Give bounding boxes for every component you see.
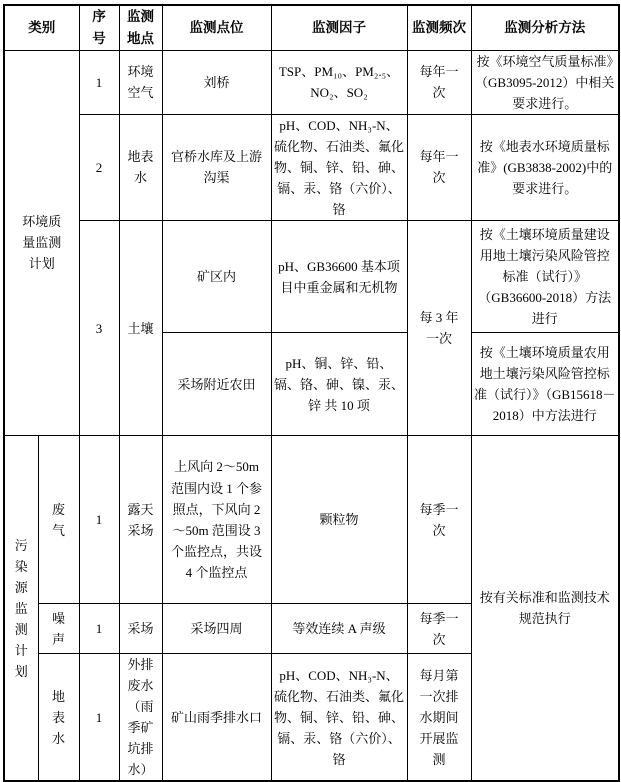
cell-env-air-method: 按《环境空气质量标准》（GB3095-2012）中相关要求进行。 bbox=[471, 50, 619, 114]
cell-env-sw-no: 2 bbox=[79, 114, 119, 220]
col-header-frequency-label: 监测频次 bbox=[412, 19, 466, 35]
cell-env-sw-factor: pH、COD、NH₃-N、硫化物、石油类、氟化物、铜、锌、铅、砷、镉、汞、铬（六价）、铬 bbox=[271, 114, 407, 220]
cell-gas-point: 上风向 2～50m 范围内设 1 个参照点，下风向 2～50m 范围设 3 个监控点，共设 4 个监控点 bbox=[162, 436, 271, 604]
cell-env-soil-location: 土壤 bbox=[119, 221, 162, 436]
cell-noise-no: 1 bbox=[79, 604, 119, 654]
cell-gas-frequency: 每季一次 bbox=[407, 436, 471, 604]
cell-gas-location: 露天采场 bbox=[119, 436, 162, 604]
cell-env-sw-location: 地表水 bbox=[119, 114, 162, 220]
col-header-point-label: 监测点位 bbox=[189, 19, 244, 35]
cell-env-air-frequency: 每年一次 bbox=[407, 50, 471, 114]
cell-noise-point: 采场四周 bbox=[162, 604, 271, 654]
cell-env-soil-no: 3 bbox=[79, 221, 119, 436]
col-header-frequency bbox=[407, 5, 471, 50]
cell-pollution-category bbox=[4, 436, 38, 782]
cell-env-sw-method: 按《地表水环境质量标准》(GB3838-2002)中的要求进行。 bbox=[471, 114, 619, 220]
col-header-category-label: 类别 bbox=[28, 19, 56, 35]
gas-subcategory-label: 废气 bbox=[51, 501, 65, 538]
cell-env-soil-mine-factor: pH、GB36600 基本项目中重金属和无机物 bbox=[271, 221, 407, 333]
cell-env-soil-farm-point: 采场附近农田 bbox=[162, 333, 271, 436]
cell-noise-frequency: 每季一次 bbox=[407, 604, 471, 654]
col-header-point bbox=[162, 5, 271, 50]
cell-env-air-no: 1 bbox=[79, 50, 119, 114]
cell-noise-subcategory bbox=[38, 604, 79, 654]
cell-noise-factor: 等效连续 A 声级 bbox=[271, 604, 407, 654]
cell-env-category bbox=[4, 50, 79, 435]
cell-psw-frequency: 每月第一次排水期间开展监测 bbox=[407, 654, 471, 782]
cell-env-sw-point: 官桥水库及上游沟渠 bbox=[162, 114, 271, 220]
col-header-category bbox=[4, 5, 79, 50]
col-header-method-label: 监测分析方法 bbox=[504, 19, 586, 35]
row-env-soil-mine bbox=[4, 221, 619, 333]
cell-env-soil-frequency: 每 3 年一次 bbox=[407, 221, 471, 436]
table-header-row bbox=[4, 5, 619, 50]
cell-env-soil-mine-point: 矿区内 bbox=[162, 221, 271, 333]
cell-env-sw-frequency: 每年一次 bbox=[407, 114, 471, 220]
env-category-label: 环境质量监测计划 bbox=[22, 214, 62, 272]
cell-psw-point: 矿山雨季排水口 bbox=[162, 654, 271, 782]
cell-env-soil-farm-method: 按《土壤环境质量农用地土壤污染风险管控标准（试行）》（GB15618－2018）中方法进行 bbox=[471, 333, 619, 436]
psw-subcategory-label: 地表水 bbox=[51, 688, 65, 746]
cell-env-soil-mine-method: 按《土壤环境质量建设用地土壤污染风险管控标准（试行）》（GB36600-2018）方法进行 bbox=[471, 221, 619, 333]
row-env-air bbox=[4, 50, 619, 114]
cell-gas-subcategory bbox=[38, 436, 79, 604]
cell-noise-location: 采场 bbox=[119, 604, 162, 654]
col-header-location-label: 监测地点 bbox=[127, 9, 154, 46]
cell-psw-factor: pH、COD、NH₃-N、硫化物、石油类、氟化物、铜、锌、铅、砷、镉、汞、铬（六价）、铬 bbox=[271, 654, 407, 782]
col-header-no-label: 序号 bbox=[92, 9, 106, 46]
col-header-method bbox=[471, 5, 619, 50]
cell-env-air-point: 刘桥 bbox=[162, 50, 271, 114]
cell-gas-no: 1 bbox=[79, 436, 119, 604]
cell-env-air-factor: TSP、PM₁₀、PM₂.₅、NO₂、SO₂ bbox=[271, 50, 407, 114]
cell-psw-subcategory bbox=[38, 654, 79, 782]
col-header-no bbox=[79, 5, 119, 50]
row-pollution-waste-gas bbox=[4, 436, 619, 604]
noise-subcategory-label: 噪声 bbox=[51, 610, 65, 647]
cell-pollution-method: 按有关标准和监测技术规范执行 bbox=[471, 436, 619, 782]
cell-psw-no: 1 bbox=[79, 654, 119, 782]
cell-gas-factor: 颗粒物 bbox=[271, 436, 407, 604]
row-env-surface-water bbox=[4, 114, 619, 220]
col-header-factor bbox=[271, 5, 407, 50]
col-header-location bbox=[119, 5, 162, 50]
col-header-factor-label: 监测因子 bbox=[312, 19, 366, 35]
cell-psw-location: 外排废水（雨季矿坑排水） bbox=[119, 654, 162, 782]
cell-env-air-location: 环境空气 bbox=[119, 50, 162, 114]
pollution-category-label: 污染源监测计划 bbox=[14, 537, 28, 679]
cell-env-soil-farm-factor: pH、铜、锌、铅、镉、铬、砷、镍、汞、锌 共 10 项 bbox=[271, 333, 407, 436]
monitoring-plan-table bbox=[3, 4, 620, 782]
